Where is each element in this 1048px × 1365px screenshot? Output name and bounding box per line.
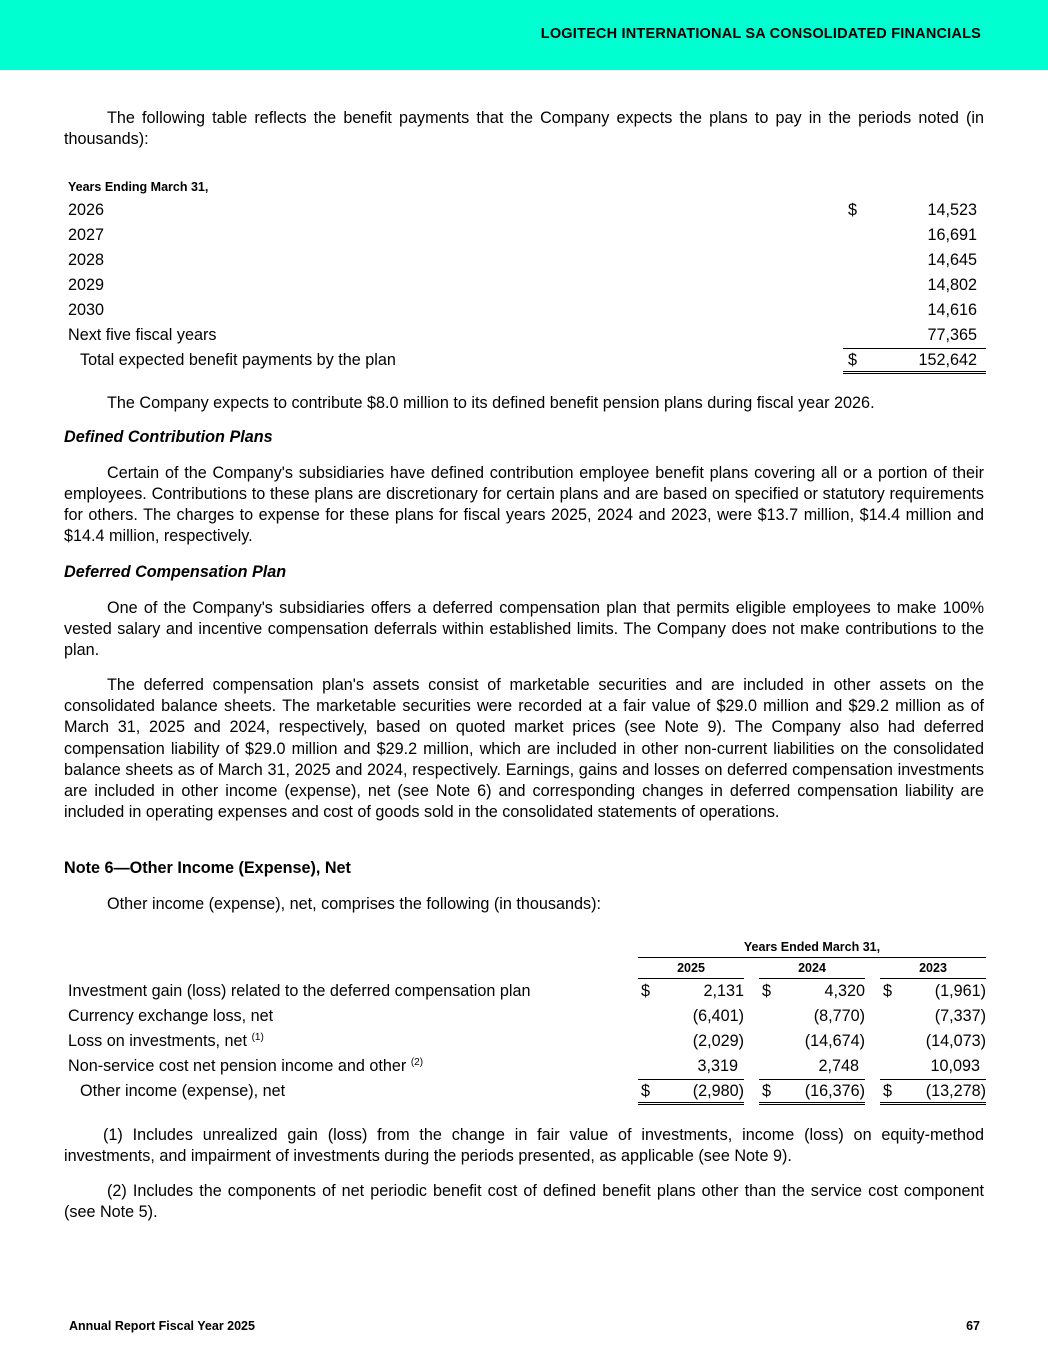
year-header: 2023: [919, 961, 947, 975]
page-number: 67: [966, 1319, 980, 1333]
table-row: 2030 14,616: [68, 301, 977, 319]
defined-contribution-heading: Defined Contribution Plans: [64, 428, 273, 446]
total-rule: [759, 1079, 865, 1080]
table-row: Loss on investments, net $^{(1)}$ (2,029) (14,674) (14,073): [68, 1032, 986, 1050]
deferred-compensation-paragraph-2: The deferred compensation plan's assets consist of marketable securities and are included in other assets on the consolidated balance sheets. The marketable securities were recorded at a fair value of $29.0 million and $29.2 million as of March 31, 2025 and 2024, respectively, based on quoted market prices (see Note 9). The Company also had deferred compensation liability of $29.0 million and $29.2 million, which are included in other non-current liabilities on the consolidated balance sheets as of March 31, 2025 and 2024, respectively. Earnings, gains and losses on deferred compensation investments are included in other income (expense), net (see Note 6) and corresponding changes in deferred compensation liability are included in operating expenses and cost of goods sold in the consolidated statements of operations.: [64, 676, 984, 822]
year-rule: [759, 978, 865, 979]
year-rule: [638, 978, 744, 979]
contribute-paragraph: The Company expects to contribute $8.0 million to its defined benefit pension plans during fiscal year 2026.: [107, 394, 875, 412]
defined-contribution-paragraph: Certain of the Company's subsidiaries have defined contribution employee benefit plans covering all or a portion of their employees. Contributions to these plans are discretionary for certain plans and are based on specified or statutory requirements for others. The charges to expense for these plans for fiscal years 2025, 2024 and 2023, were $13.7 million, $14.4 million and $14.4 million, respectively.: [64, 464, 984, 545]
total-row: Total expected benefit payments by the plan $ 152,642: [80, 351, 977, 369]
footnote-marker: (2): [410, 1057, 424, 1068]
header-rule: [638, 957, 986, 958]
table-row: Non-service cost net pension income and other $^{(2)}$ 3,319 2,748 10,093: [68, 1057, 980, 1075]
note6-heading: Note 6—Other Income (Expense), Net: [64, 859, 351, 877]
header-band: [0, 0, 1048, 70]
deferred-compensation-paragraph-1: One of the Company's subsidiaries offers a deferred compensation plan that permits eligible employees to make 100% vested salary and incentive compensation deferrals within established limits. The Company does not make contributions to the plan.: [64, 599, 984, 659]
year-rule: [880, 978, 986, 979]
footnote-2: (2) Includes the components of net periodic benefit cost of defined benefit plans other than the service cost component (see Note 5).: [64, 1182, 984, 1221]
table-row: Next five fiscal years 77,365: [68, 326, 977, 344]
note6-intro: Other income (expense), net, comprises the following (in thousands):: [107, 895, 601, 913]
years-group-header: Years Ended March 31,: [743, 940, 881, 954]
table-row: 2027 16,691: [68, 226, 977, 244]
total-double-rule: [759, 1102, 865, 1105]
total-double-rule: [843, 371, 986, 374]
year-header: 2025: [677, 961, 705, 975]
total-double-rule: [638, 1102, 744, 1105]
table-row: 2028 14,645: [68, 251, 977, 269]
year-header: 2024: [798, 961, 826, 975]
table-row: 2026 $ 14,523: [68, 201, 977, 219]
total-row: Other income (expense), net $ (2,980) $ (16,376) $ (13,278): [80, 1082, 986, 1100]
table-row: 2029 14,802: [68, 276, 977, 294]
total-rule: [880, 1079, 986, 1080]
benefit-table-header: Years Ending March 31,: [68, 180, 209, 194]
deferred-compensation-heading: Deferred Compensation Plan: [64, 563, 287, 581]
table-row: Investment gain (loss) related to the deferred compensation plan $ 2,131 $ 4,320 $ (1,961): [68, 982, 986, 1000]
total-rule: [638, 1079, 744, 1080]
table-row: Currency exchange loss, net (6,401) (8,770) (7,337): [68, 1007, 986, 1025]
total-rule: [843, 348, 986, 349]
header-title: LOGITECH INTERNATIONAL SA CONSOLIDATED FINANCIALS: [540, 26, 981, 42]
footer-report-title: Annual Report Fiscal Year 2025: [69, 1319, 255, 1333]
total-double-rule: [880, 1102, 986, 1105]
footnote-marker: (1): [251, 1032, 264, 1043]
footnote-1: (1) Includes unrealized gain (loss) from the change in fair value of investments, income (loss) on equity-method investments, and impairment of investments during the periods presented, as applicable (see Note 9).: [64, 1126, 984, 1165]
intro-paragraph: The following table reflects the benefit payments that the Company expects the plans to pay in the periods noted (in thousands):: [64, 109, 984, 148]
